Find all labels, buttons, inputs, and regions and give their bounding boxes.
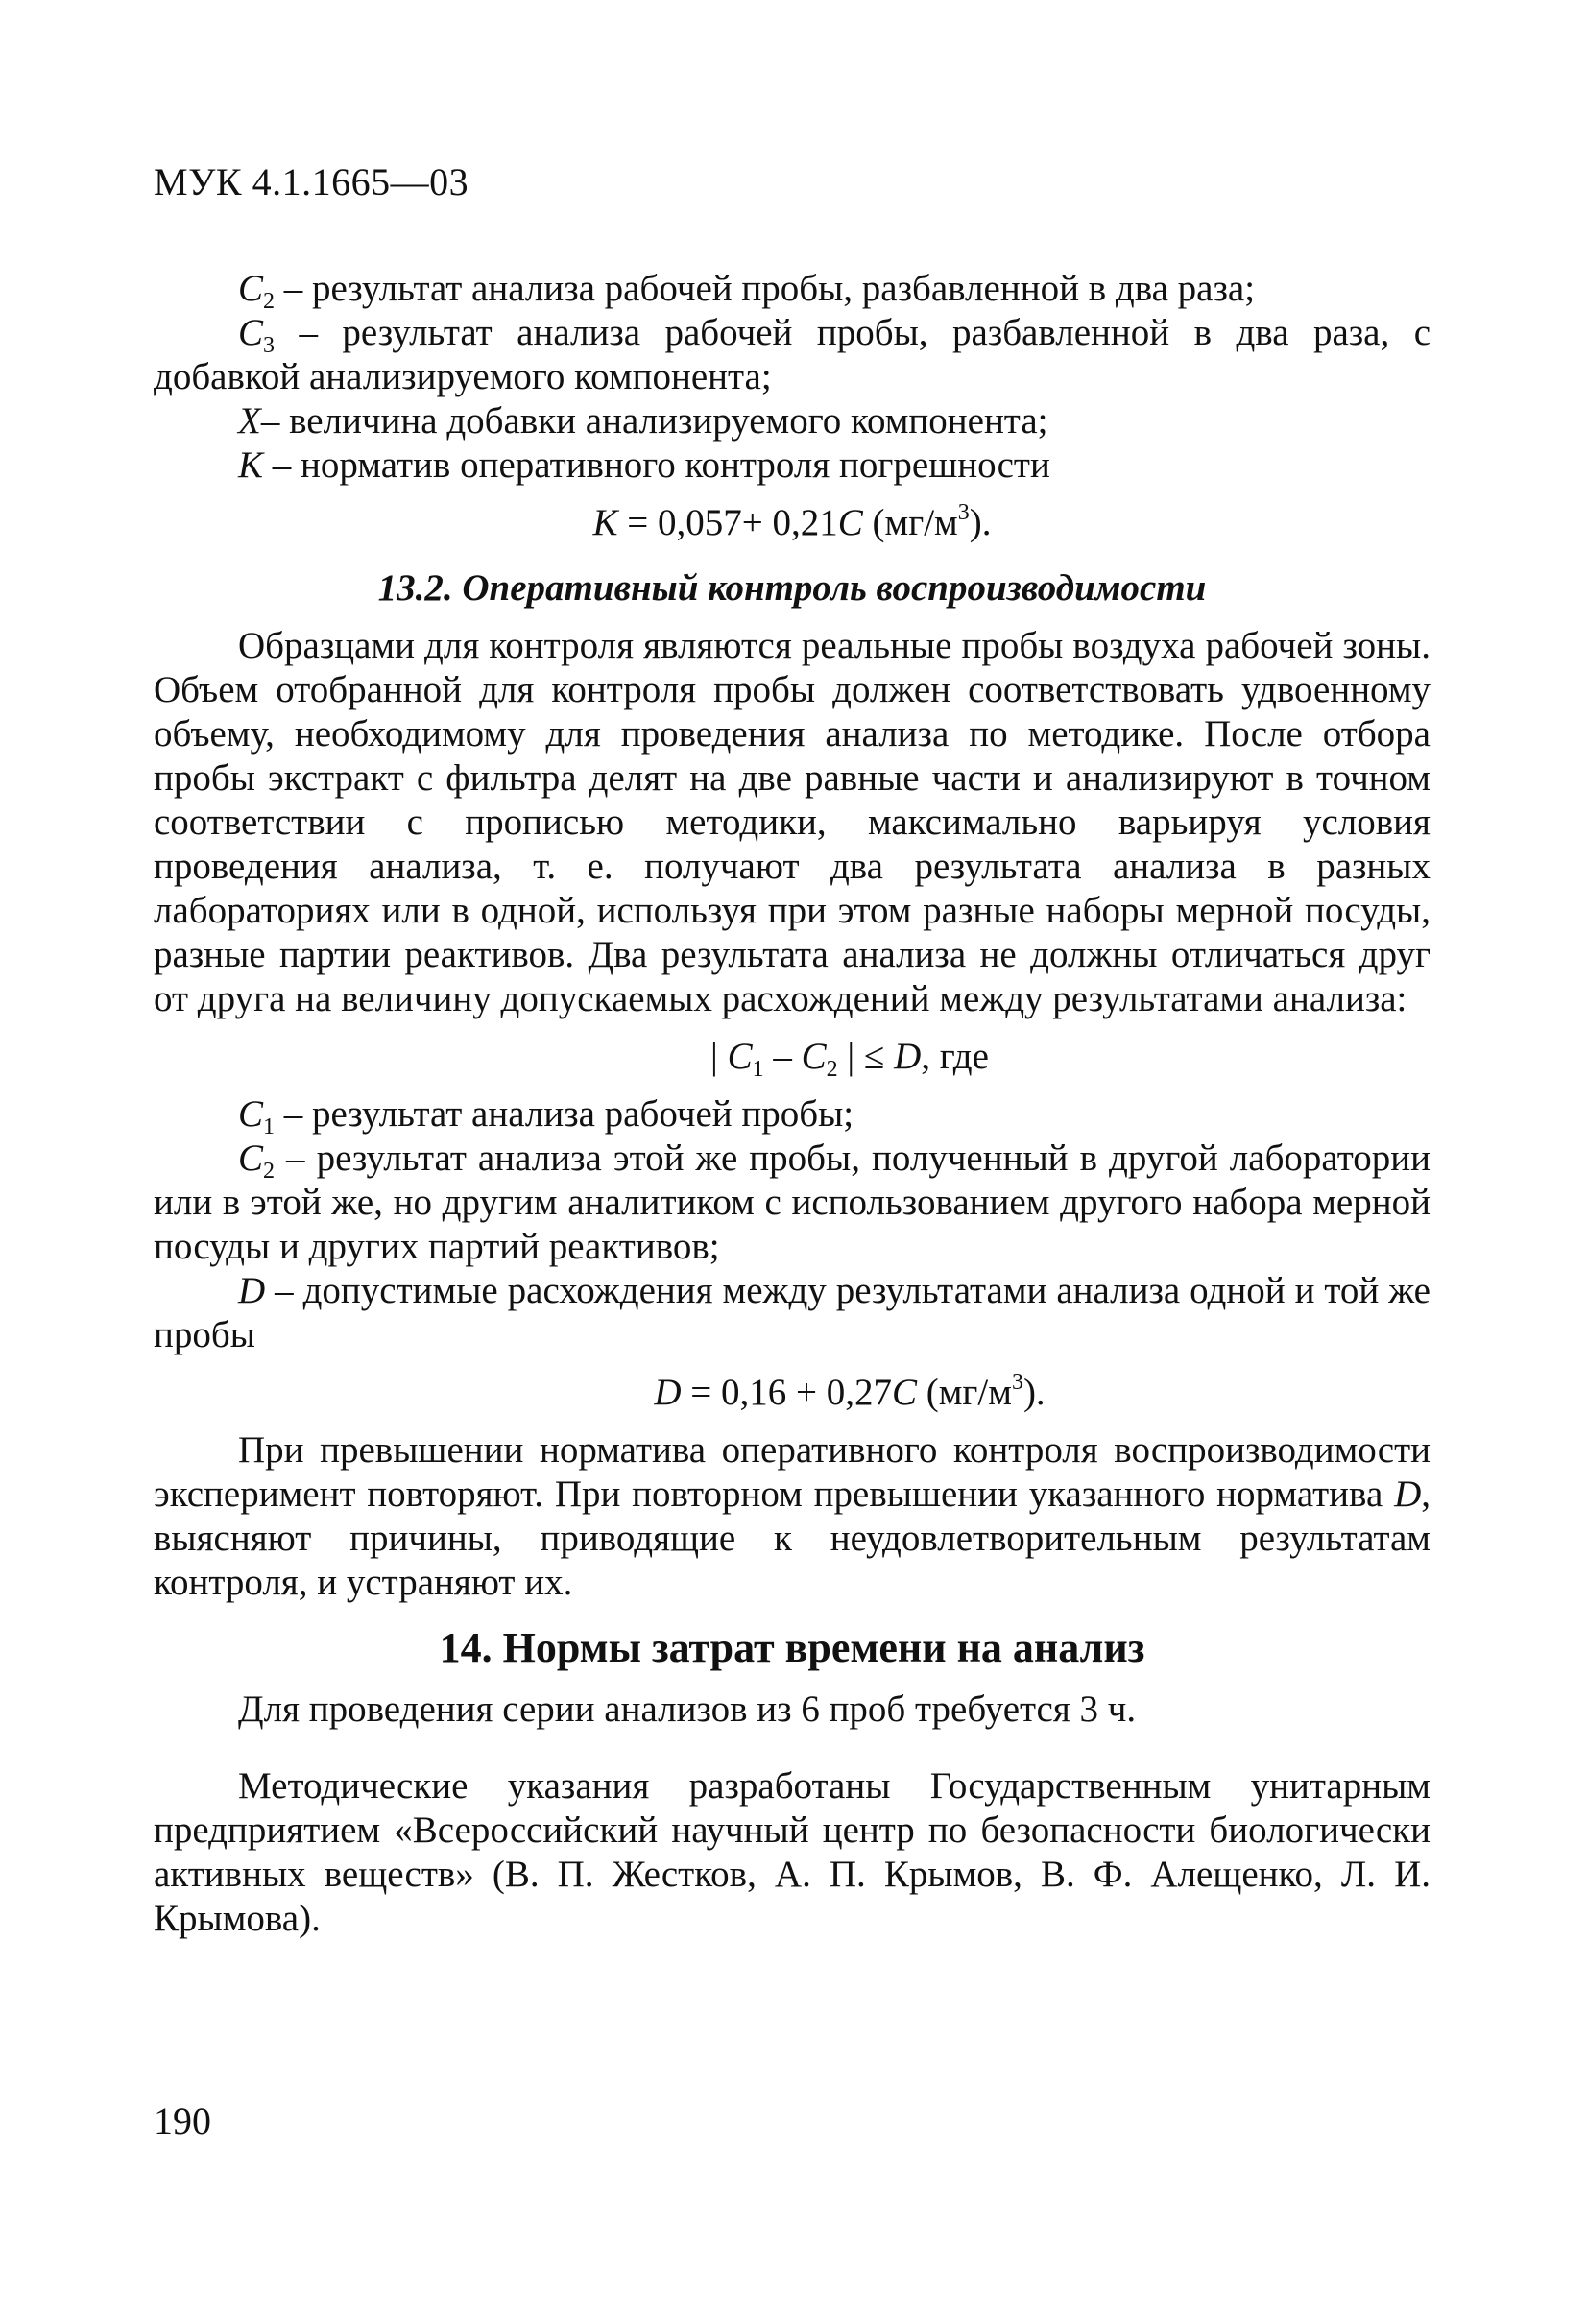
subscript: 1 — [752, 1057, 764, 1082]
subsection-title-13-2: 13.2. Оперативный контроль воспроизводимости — [377, 567, 1207, 609]
definition-text: – величина добавки анализируемого компонента; — [260, 400, 1048, 442]
definition-k — [154, 443, 1431, 488]
formula-text: | ≤ — [837, 1036, 895, 1077]
formula-var: K — [592, 502, 618, 543]
subscript: 2 — [263, 289, 276, 314]
section-title-14: 14. Нормы затрат времени на анализ — [439, 1624, 1145, 1671]
var-d: D — [1394, 1473, 1422, 1515]
definition-c1 — [154, 1092, 1431, 1137]
paragraph-exceed-norm — [154, 1428, 1431, 1605]
var-x: X — [238, 400, 261, 442]
var-k: K — [238, 444, 264, 486]
formula-k — [154, 501, 1431, 545]
subscript: 1 — [263, 1114, 276, 1139]
paragraph-time-norms: Для проведения серии анализов из 6 проб требуется 3 ч. — [238, 1689, 1137, 1730]
superscript: 3 — [957, 500, 970, 525]
formula-abs-difference — [154, 1035, 1431, 1082]
definition-d — [154, 1269, 1431, 1357]
formula-unit: (мг/м — [862, 502, 958, 543]
formula-var: D — [654, 1372, 682, 1413]
paragraph-reproducibility: Образцами для контроля являются реальные пробы воздуха рабочей зоны. Объем отобранной для контроля пробы должен соответствовать удвоенному объему, необходимому для проведения анализа по методике. После отбора пробы экстракт с фильтра делят на две равные части и анализируют в точном соответствии с прописью методики, максимально варьируя условия проведения анализа, т. е. получают два результата анализа в разных лабораториях или в одной, используя при этом разные наборы мерной посуды, разные партии реактивов. Два результата анализа не должны отличаться друг от друга на величину допускаемых расхождений между результатами анализа: — [154, 625, 1431, 1019]
superscript: 3 — [1011, 1370, 1023, 1395]
definition-text: – результат анализа этой же пробы, полученный в другой лаборатории или в этой же, но другим аналитиком с использованием другого набора мерной посуды и других партий реактивов; — [154, 1138, 1431, 1267]
var-c: C — [238, 1093, 264, 1135]
definition-x — [154, 399, 1431, 443]
formula-var: C — [891, 1372, 917, 1413]
definition-text: – результат анализа рабочей пробы, разбавленной в два раза, с добавкой анализируемого компонента; — [154, 312, 1431, 397]
formula-text: = 0,16 + 0,27 — [681, 1372, 892, 1413]
paragraph-text: , выясняют причины, приводящие к неудовлетворительным результатам контроля, и устраняют их. — [154, 1473, 1431, 1603]
formula-unit: (мг/м — [917, 1372, 1012, 1413]
var-c: C — [238, 268, 264, 309]
formula-end: ). — [1022, 1372, 1046, 1413]
page-body — [154, 267, 1431, 1941]
var-d: D — [238, 1270, 266, 1311]
formula-text: , где — [921, 1036, 989, 1077]
subscript: 3 — [263, 333, 276, 358]
definition-text: – допустимые расхождения между результатами анализа одной и той же пробы — [154, 1270, 1431, 1355]
formula-var: C — [801, 1036, 827, 1077]
formula-var: C — [837, 502, 863, 543]
definition-text: – результат анализа рабочей пробы; — [275, 1093, 854, 1135]
formula-var: D — [894, 1036, 922, 1077]
var-c: C — [238, 1138, 264, 1179]
formula-text: | — [710, 1036, 728, 1077]
subscript: 2 — [826, 1057, 838, 1082]
formula-end: ). — [969, 502, 992, 543]
formula-d — [154, 1371, 1431, 1415]
formula-text: – — [763, 1036, 802, 1077]
paragraph-credits: Методические указания разработаны Государственным унитарным предприятием «Всероссийский научный центр по безопасности биологически активных веществ» (В. П. Жестков, А. П. Крымов, В. Ф. Алещенко, Л. И. Крымова). — [154, 1765, 1431, 1939]
formula-var: C — [727, 1036, 753, 1077]
definition-text: – норматив оперативного контроля погрешности — [263, 444, 1050, 486]
definition-c3 — [154, 311, 1431, 399]
page-number: 190 — [154, 2099, 211, 2143]
subscript: 2 — [263, 1159, 276, 1184]
paragraph-text: При превышении норматива оперативного контроля воспроизводимости эксперимент повторяют. При повторном превышении указанного норматива — [154, 1429, 1431, 1515]
formula-text: = 0,057+ 0,21 — [617, 502, 838, 543]
definition-c2-second — [154, 1137, 1431, 1269]
definition-text: – результат анализа рабочей пробы, разбавленной в два раза; — [275, 268, 1256, 309]
document-code-header: МУК 4.1.1665—03 — [154, 160, 469, 204]
definition-c2 — [154, 267, 1431, 314]
var-c: C — [238, 312, 264, 353]
